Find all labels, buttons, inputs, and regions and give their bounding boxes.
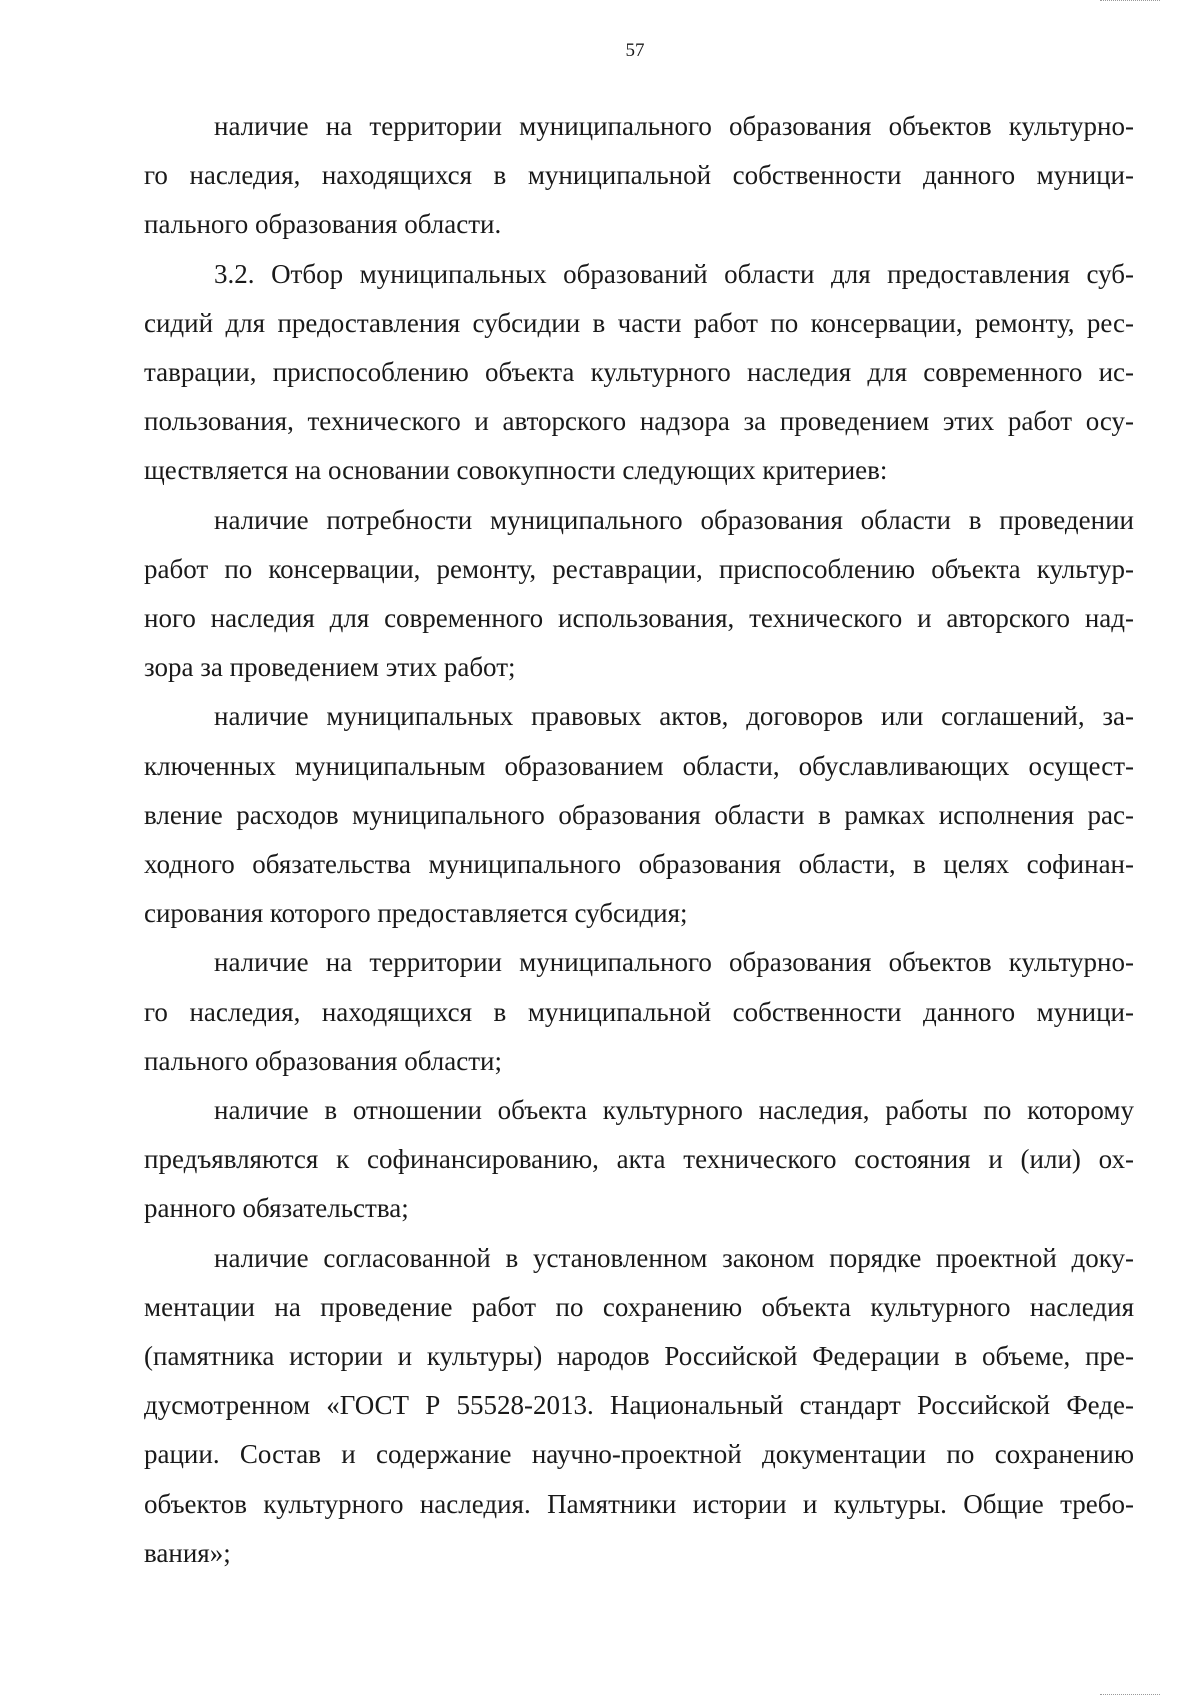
paragraph-line: сирования которого предоставляется субсидия; (144, 898, 688, 929)
paragraph-line: ществляется на основании совокупности следующих критериев: (144, 455, 888, 486)
paragraph-line: ключенных муниципальным образованием области, обуславливающих осущест- (144, 750, 1134, 781)
paragraph-line: рации. Состав и содержание научно-проектной документации по сохранению (144, 1439, 1134, 1470)
paragraph-1 (144, 102, 1134, 250)
paragraph-line: работ по консервации, ремонту, реставрации, приспособлению объекта культур- (144, 553, 1134, 584)
paragraph-line: (памятника истории и культуры) народов Российской Федерации в объеме, пре- (144, 1341, 1134, 1372)
paragraph-line: объектов культурного наследия. Памятники истории и культуры. Общие требо- (144, 1488, 1134, 1519)
paragraph-line: дусмотренном «ГОСТ Р 55528-2013. Национальный стандарт Российской Феде- (144, 1390, 1134, 1421)
paragraph-line: наличие согласованной в установленном законом порядке проектной доку- (214, 1242, 1134, 1273)
paragraph-5 (144, 938, 1134, 1086)
paragraph-line: пального образования области; (144, 1045, 502, 1076)
paragraph-line: пального образования области. (144, 209, 502, 240)
paragraph-4 (144, 692, 1134, 938)
scan-edge-mark-top (1100, 0, 1160, 5)
paragraph-7 (144, 1234, 1134, 1578)
paragraph-line: вания»; (144, 1537, 231, 1568)
scan-edge-mark-bottom (1100, 1690, 1160, 1695)
paragraph-line: сидий для предоставления субсидии в части работ по консервации, ремонту, рес- (144, 307, 1134, 338)
paragraph-line: зора за проведением этих работ; (144, 652, 516, 683)
paragraph-line: наличие муниципальных правовых актов, договоров или соглашений, за- (214, 701, 1134, 732)
paragraph-line: го наследия, находящихся в муниципальной собственности данного муници- (144, 996, 1134, 1027)
paragraph-line: наличие потребности муниципального образования области в проведении (214, 504, 1134, 535)
paragraph-2 (144, 250, 1134, 496)
paragraph-line: ментации на проведение работ по сохранению объекта культурного наследия (144, 1291, 1134, 1322)
paragraph-line: го наследия, находящихся в муниципальной собственности данного муници- (144, 160, 1134, 191)
paragraph-line: наличие в отношении объекта культурного наследия, работы по которому (214, 1095, 1134, 1126)
paragraph-line: ного наследия для современного использования, технического и авторского над- (144, 603, 1134, 634)
paragraph-3 (144, 496, 1134, 693)
document-body (144, 102, 1134, 1578)
paragraph-line: пользования, технического и авторского надзора за проведением этих работ осу- (144, 406, 1134, 437)
paragraph-line: наличие на территории муниципального образования объектов культурно- (214, 947, 1134, 978)
paragraph-line: ходного обязательства муниципального образования области, в целях софинан- (144, 849, 1134, 880)
paragraph-line: таврации, приспособлению объекта культурного наследия для современного ис- (144, 357, 1134, 388)
paragraph-6 (144, 1086, 1134, 1234)
paragraph-line: предъявляются к софинансированию, акта технического состояния и (или) ох- (144, 1144, 1134, 1175)
paragraph-line: вление расходов муниципального образования области в рамках исполнения рас- (144, 799, 1134, 830)
paragraph-line: 3.2. Отбор муниципальных образований области для предоставления суб- (214, 258, 1134, 289)
paragraph-line: ранного обязательства; (144, 1193, 409, 1224)
page-number: 57 (625, 40, 645, 61)
paragraph-line: наличие на территории муниципального образования объектов культурно- (214, 111, 1134, 141)
